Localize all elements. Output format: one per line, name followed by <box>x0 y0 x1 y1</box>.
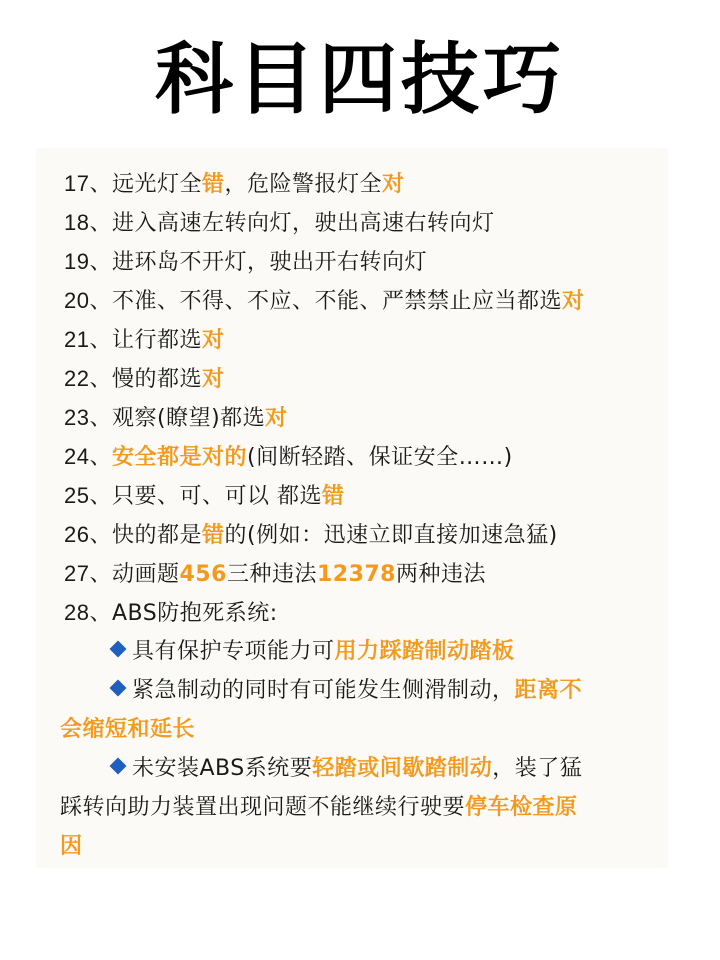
text-segment: 具有保护专项能力可 <box>132 639 335 664</box>
abs-point-2-cont <box>60 710 195 749</box>
tip-number: 22、 <box>64 366 112 391</box>
tip-number: 19、 <box>64 249 112 274</box>
text-segment: 远光灯全 <box>111 172 202 197</box>
highlighted-text: 对 <box>202 367 225 392</box>
highlighted-text: 对 <box>562 289 585 314</box>
tip-item <box>64 437 664 476</box>
highlighted-text: 错 <box>202 523 225 548</box>
highlighted-text: 对 <box>265 406 288 431</box>
tip-number: 25、 <box>64 483 112 508</box>
page-title: 科目四技巧 <box>154 35 565 125</box>
text-segment: 进入高速左转向灯，驶出高速右转向灯 <box>111 211 495 236</box>
abs-point-1 <box>108 632 515 671</box>
tip-item <box>64 476 664 515</box>
tip-item <box>64 203 664 242</box>
tip-item <box>64 320 664 359</box>
text-segment: (间断轻踏、保证安全……) <box>247 445 513 470</box>
highlighted-text: 轻踏或间歇踏制动 <box>312 756 493 781</box>
text-segment: 慢的都选 <box>111 367 202 392</box>
tip-item <box>64 242 664 281</box>
tip-item <box>64 515 664 554</box>
text-segment: 三种违法 <box>226 562 317 587</box>
text-segment: 只要、可、可以 都选 <box>111 484 322 509</box>
tip-number: 23、 <box>64 405 112 430</box>
blue-diamond-bullet-icon <box>110 680 127 697</box>
text-segment: 让行都选 <box>111 328 202 353</box>
tip-number: 28、 <box>64 600 112 625</box>
highlighted-text: 错 <box>321 484 345 509</box>
tip-number: 24、 <box>64 444 112 469</box>
tip-number: 18、 <box>64 210 112 235</box>
text-segment: 紧急制动的同时有可能发生侧滑制动， <box>132 678 515 703</box>
abs-point-2 <box>108 671 582 710</box>
text-segment: 踩转向助力装置出现问题不能继续行驶要 <box>60 795 466 820</box>
highlighted-text: 对 <box>202 328 225 353</box>
tip-number: 21、 <box>64 327 112 352</box>
highlighted-text: 安全都是对的 <box>111 445 247 470</box>
tip-item <box>64 593 664 632</box>
text-segment: ABS防抱死系统: <box>111 601 278 626</box>
text-segment: 的(例如：迅速立即直接加速急猛) <box>224 523 558 548</box>
tip-number: 20、 <box>64 288 112 313</box>
highlighted-text: 距离不 <box>514 678 583 703</box>
tip-item <box>64 398 664 437</box>
text-segment: ，危险警报灯全 <box>224 172 383 197</box>
tip-item <box>64 281 664 320</box>
highlighted-text: 用力踩踏制动踏板 <box>334 639 515 664</box>
abs-point-3-cont <box>60 788 578 827</box>
text-segment: 进环岛不开灯，驶出开右转向灯 <box>111 250 427 275</box>
highlighted-text: 456 <box>179 562 227 587</box>
highlighted-text: 12378 <box>316 562 396 587</box>
text-segment: 两种违法 <box>396 562 487 587</box>
text-segment: ，装了猛 <box>492 756 583 781</box>
highlighted-text: 因 <box>60 834 83 859</box>
tip-item <box>64 359 664 398</box>
highlighted-text: 对 <box>382 172 405 197</box>
tips-list <box>60 164 664 859</box>
abs-point-3 <box>108 749 582 788</box>
tip-number: 17、 <box>64 171 112 196</box>
tip-item <box>64 164 664 203</box>
tip-item <box>64 554 664 593</box>
text-segment: 观察(瞭望)都选 <box>111 406 266 431</box>
highlighted-text: 停车检查原 <box>465 795 578 820</box>
highlighted-text: 错 <box>202 172 225 197</box>
tip-number: 26、 <box>64 522 112 547</box>
highlighted-text: 会缩短和延长 <box>60 717 196 742</box>
blue-diamond-bullet-icon <box>110 641 127 658</box>
text-segment: 不准、不得、不应、不能、严禁禁止应当都选 <box>111 289 562 314</box>
abs-point-3-cont2 <box>60 827 83 866</box>
text-segment: 动画题 <box>111 562 180 587</box>
text-segment: 快的都是 <box>111 523 202 548</box>
text-segment: 未安装ABS系统要 <box>132 756 313 781</box>
blue-diamond-bullet-icon <box>110 758 127 775</box>
tip-number: 27、 <box>64 561 112 586</box>
